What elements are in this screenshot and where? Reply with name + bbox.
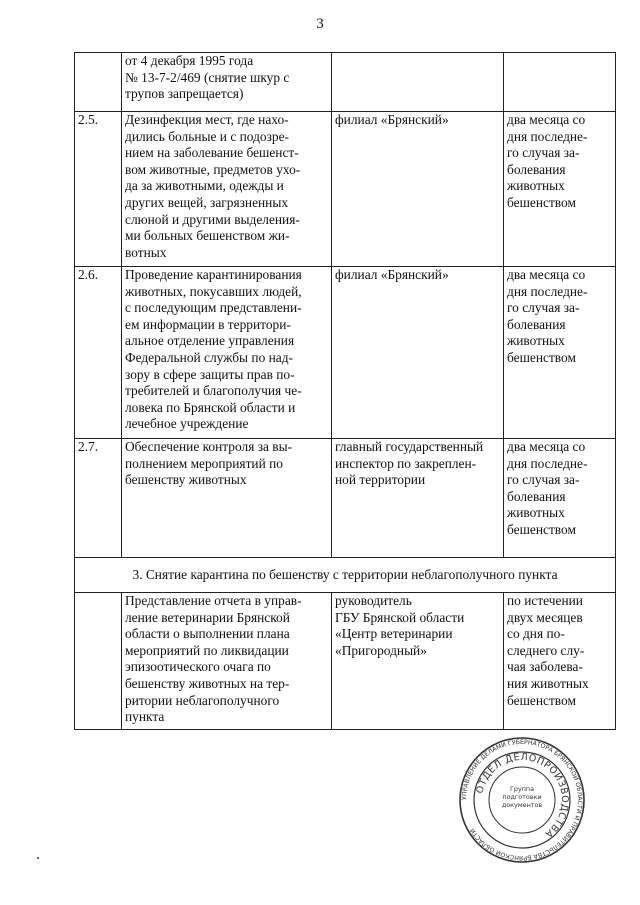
- table-row: [75, 439, 616, 558]
- row-term: два месяца со дня последне- го случая за- болевания животных бешенством: [504, 267, 616, 439]
- table-row: [75, 267, 616, 439]
- row-executor: [332, 53, 504, 112]
- measures-table: [74, 52, 616, 730]
- row-number: 2.7.: [75, 439, 122, 558]
- row-number: [75, 53, 122, 112]
- section-3-title: 3. Снятие карантина по бешенству с территории неблагополучного пункта: [75, 558, 616, 593]
- page-number: 3: [316, 16, 324, 32]
- row-term: по истечении двух месяцев со дня по- следнего слу- чая заболева- ния животных бешенством: [504, 593, 616, 730]
- row-number: 2.6.: [75, 267, 122, 439]
- row-executor: филиал «Брянский»: [332, 112, 504, 267]
- stamp-center-text: Группа подготовки документов: [501, 785, 543, 809]
- table-row: [75, 53, 616, 112]
- row-action: Представление отчета в управ- ление ветеринарии Брянской области о выполнении плана мероприятий по ликвидации эпизоотического очага по бешенству животных на тер- ритории неблагополучного пункта: [122, 593, 332, 730]
- stamp-ring-text: УПРАВЛЕНИЕ ДЕЛАМИ ГУБЕРНАТОРА БРЯНСКОЙ ОБЛАСТИ И ПРАВИТЕЛЬСТВА БРЯНСКОЙ ОБЛАСТИ: [460, 738, 584, 862]
- row-action: Дезинфекция мест, где нахо- дились больные и с подозре- нием на заболевание бешенст- вом животные, предметов ухо- да за животными, одежды и других вещей, загрязненных слюной и другими выделения- ми больных бешенством жи- вотных: [122, 112, 332, 267]
- section-heading-row: [75, 558, 616, 593]
- row-action: от 4 декабря 1995 года № 13-7-2/469 (снятие шкур с трупов запрещается): [122, 53, 332, 112]
- row-term: [504, 53, 616, 112]
- row-term: два месяца со дня последне- го случая за- болевания животных бешенством: [504, 439, 616, 558]
- row-action: Обеспечение контроля за вы- полнением мероприятий по бешенству животных: [122, 439, 332, 558]
- table-row: [75, 112, 616, 267]
- office-stamp: [457, 735, 587, 865]
- table-row: [75, 593, 616, 730]
- row-number: [75, 593, 122, 730]
- stamp-inner-text: ОТДЕЛ ДЕЛОПРОИЗВОДСТВА: [474, 751, 571, 840]
- row-number: 2.5.: [75, 112, 122, 267]
- row-executor: филиал «Брянский»: [332, 267, 504, 439]
- scan-speck: [37, 857, 39, 859]
- row-executor: руководитель ГБУ Брянской области «Центр ветеринарии «Пригородный»: [332, 593, 504, 730]
- row-term: два месяца со дня последне- го случая за- болевания животных бешенством: [504, 112, 616, 267]
- row-action: Проведение карантинирования животных, покусавших людей, с последующим представлени- ем информации в территори- альное отделение управления Федеральной службы по над- зору в сфере защиты прав по- требителей и благополучия че- ловека по Брянской области и лечебное учреждение: [122, 267, 332, 439]
- row-executor: главный государственный инспектор по закреплен- ной территории: [332, 439, 504, 558]
